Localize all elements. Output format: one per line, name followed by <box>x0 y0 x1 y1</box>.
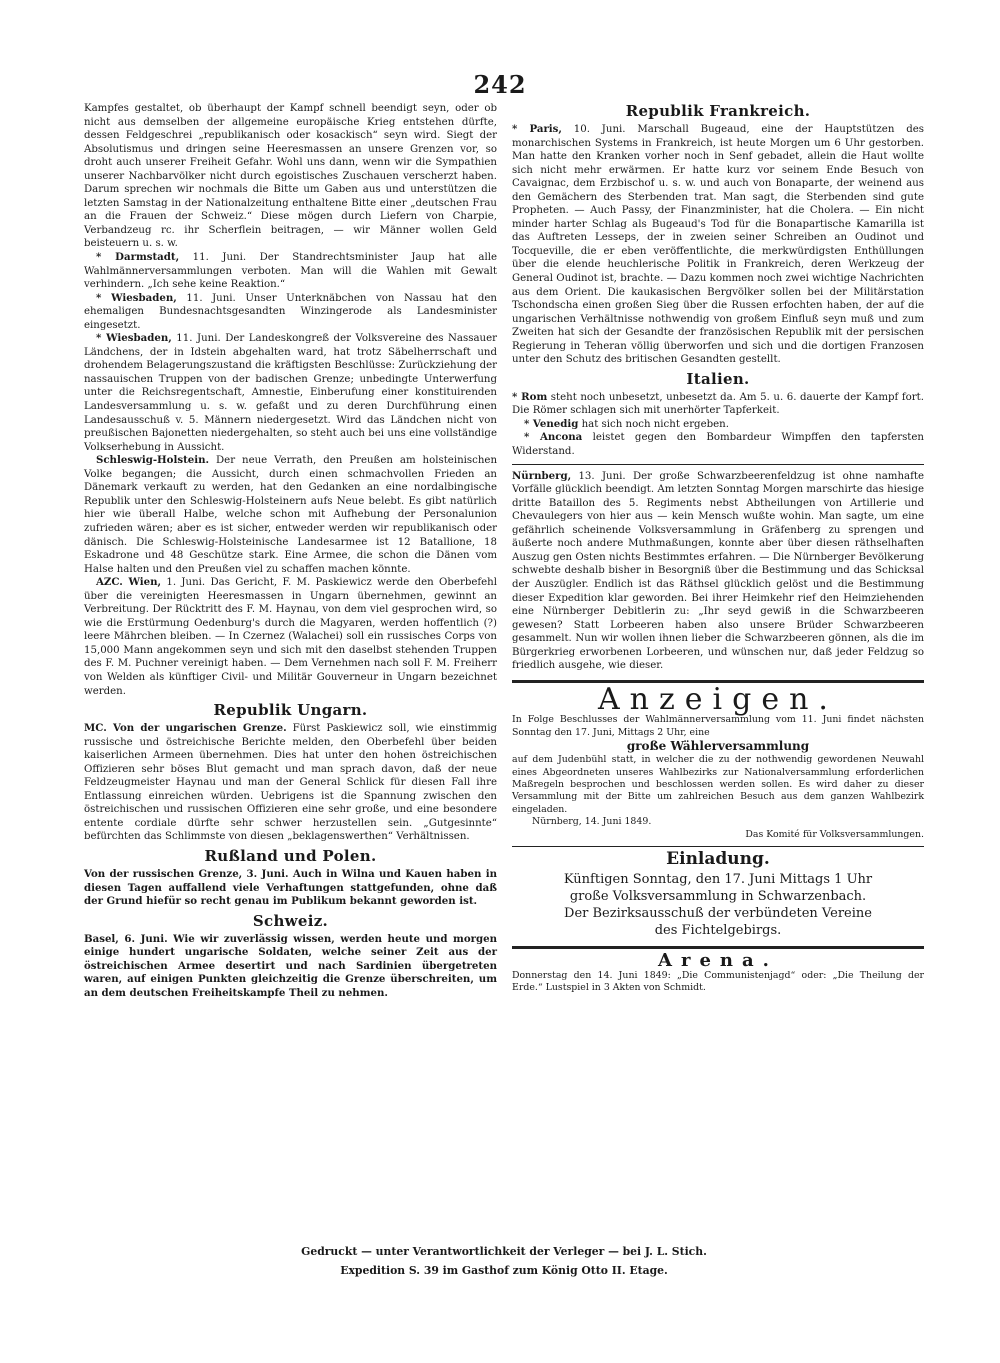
article-ungarn-text: Fürst Paskiewicz soll, wie einstimmig russische und östreichische Berichte melden, den Oberbefehl über beiden kaiserlichen Armeen übernehmen. Dies hat unter den hohen östreichischen Offizieren sehr böses Blut gemacht und man sprach davon, daß der neue Feldzeugmeister Haynau und man der General Schlick für diesen Fall ihre Entlassung einreichen würden. Uebrigens ist die Spannung zwischen den östreichischen und russischen Offizieren eine sehr große, und eine besondere entente cordiale dürfte sehr schwer herzustellen sein. „Gutgesinnte“ befürchten das Schlimmste von diesen „beklagenswerthen“ Verhältnissen. <box>84 723 497 843</box>
invitation-heading: Einladung. <box>666 848 770 869</box>
article-venedig <box>512 418 924 432</box>
advertisements-heading: Anzeigen. <box>598 681 838 717</box>
dateline-wiesbaden-2: * Wiesbaden, <box>96 332 172 345</box>
article-wiesbaden-1 <box>84 292 497 333</box>
arena-text: Donnerstag den 14. Juni 1849: „Die Communistenjagd“ oder: „Die Theilung der Erde.“ Lustspiel in 3 Akten von Schmidt. <box>512 970 924 994</box>
divider <box>512 846 924 847</box>
divider <box>512 946 924 949</box>
article-rom-text: steht noch unbesetzt, unbesetzt da. Am 5. u. 6. dauerte der Kampf fort. Die Römer schlagen sich mit unerhörter Tapferkeit. <box>512 391 924 417</box>
article-wiesbaden-1-text: 11. Juni. Unser Unterknäbchen von Nassau hat den ehemaligen Bundesnachtsgesandten Winzingerode als Landesminister eingesetzt. <box>84 292 497 331</box>
dateline-nuernberg: Nürnberg, <box>512 469 572 482</box>
article-schleswig-text: Der neue Verrath, den Preußen am holsteinischen Volke begangen; die Aussicht, durch einen schmachvollen Frieden an Dänemark verkauft zu werden, hat den Gedanken an eine nordalbingische Republik unter den Schleswig-Holsteinern aufs Neue belebt. Es gibt natürlich hier wie überall Halbe, welche schon mit Aufhebung der Personalunion zufrieden wären; aber es ist sicher, entweder werden wir republikanisch oder dänisch. Die Schleswig-Holsteinische Landesarmee ist 12 Batallione, 18 Eskadrone und 48 Geschütze stark. Eine Armee, die schon die Dänen vom Halse halten und den Preußen viel zu schaffen machen könnte. <box>84 455 497 575</box>
dateline-darmstadt: * Darmstadt, <box>96 251 180 264</box>
dateline-paris: * Paris, <box>512 123 562 135</box>
article-wiesbaden-2-text: 11. Juni. Der Landeskongreß der Volksvereine des Nassauer Ländchens, der in Idstein abgehalten ward, hat trotz Säbelherrschaft und drohendem Belagerungszustand die kräftigsten Beschlüsse: Zurückziehung der nassauischen Truppen von der badischen Grenze; unbedingte Unterwerfung unter die Reichsregentschaft, Amnestie, Einberufung einer konstituirenden Landesversammlung u. s. w. gefaßt und zu deren Durchführung einen Landesausschuß v. 5. Männern niedergesetzt. Wird das Ländchen nicht von preußischen Bajonetten niedergehalten, so steht auch bei uns eine vollständige Volkserhebung in Aussicht. <box>84 333 497 453</box>
ad-meeting-date: Nürnberg, 14. Juni 1849. <box>532 816 652 828</box>
article-wiesbaden-2 <box>84 332 497 454</box>
dateline-venedig: * Venedig <box>524 417 579 430</box>
dateline-schleswig: Schleswig-Holstein. <box>96 454 210 467</box>
page-number: 242 <box>473 70 527 99</box>
section-heading-schweiz: Schweiz. <box>252 911 329 930</box>
article-rom <box>512 391 924 418</box>
dateline-ungarn: MC. Von der ungarischen Grenze. <box>84 722 287 735</box>
dateline-wien: AZC. Wien, <box>96 576 162 589</box>
arena-heading: Arena. <box>658 949 778 971</box>
invitation-line-2: große Volksversammlung in Schwarzenbach. <box>569 888 867 904</box>
section-heading-frankreich: Republik Frankreich. <box>625 102 811 120</box>
article-nuernberg <box>512 470 924 673</box>
article-wien <box>84 576 497 698</box>
ad-meeting-title: große Wählerversammlung <box>626 739 810 754</box>
article-darmstadt <box>84 251 497 292</box>
ad-meeting-text: auf dem Judenbühl statt, in welcher die zu der nothwendig gewordenen Neuwahl eines Abgeordneten unseres Wahlbezirks zur Nationalversammlung erforderlichen Maßregeln besprochen und beschlossen werden sollen. Es wird daher zu dieser Versammlung mit der Bitte um zahlreichen Besuch aus dem ganzen Wahlbezirk eingeladen. <box>512 754 924 815</box>
ad-meeting-signature: Das Komité für Volksversammlungen. <box>745 828 924 840</box>
right-column <box>512 102 924 995</box>
article-venedig-text: hat sich noch nicht ergeben. <box>578 418 729 430</box>
dateline-basel: Basel, <box>84 932 119 945</box>
article-basel <box>84 933 497 1001</box>
dateline-rom: * Rom <box>512 390 548 403</box>
article-ancona-text: leistet gegen den Bombardeur Wimpffen den tapfersten Widerstand. <box>512 432 924 458</box>
section-heading-russland: Rußland und Polen. <box>204 846 377 865</box>
article-wien-text: 1. Juni. Das Gericht, F. M. Paskiewicz werde den Oberbefehl über die vereinigten Heeresmassen in Ungarn übernehmen, gewinnt an Verbreitung. Der Rücktritt des F. M. Haynau, von dem viel gesprochen wird, so wie die Erstürmung Oedenburg's durch die Magyaren, werden hoffentlich (?) leere Mährchen bleiben. — In Czernez (Walachei) soll ein russisches Corps von 15,000 Mann angekommen seyn und sich mit den daselbst stehenden Truppen des F. M. Puchner vereinigt haben. — Dem Vernehmen nach soll F. M. Freiherr von Welden als künftiger Civil- und Militär Gouverneur in Ungarn bezeichnet werden. <box>84 577 497 697</box>
section-heading-italien: Italien. <box>686 369 750 388</box>
article-russland <box>84 868 497 909</box>
article-basel-text: 6. Juni. Wie wir zuverlässig wissen, werden heute und morgen einige hundert ungarische Soldaten, welche seiner Zeit aus der östreichischen Armee desertirt und nach Sardinien übergetreten waren, auf einigen Punkten gleichzeitig die Grenze überschreiten, um an dem deutschen Freiheitskampfe Theil zu nehmen. <box>84 932 497 999</box>
imprint-printer: Gedruckt — unter Verantwortlichkeit der Verleger — bei J. L. Stich. <box>301 1245 707 1258</box>
article-ancona <box>512 431 924 458</box>
invitation-line-1: Künftigen Sonntag, den 17. Juni Mittags 1 Uhr <box>563 871 873 887</box>
article-paris-text: 10. Juni. Marschall Bugeaud, eine der Hauptstützen des monarchischen Systems in Frankreich, ist heute Morgen um 6 Uhr gestorben. Man hatte den Kranken vorher noch in Senf gebadet, allein die Haut wollte sich nicht mehr erwärmen. Er hatte kurz vor seinem Ende Besuch von Cavaignac, dem Erzbischof u. s. w. und auch von Bonaparte, der weinend aus den Gemächern des Sterbenden trat. Man sagt, die Sterbenden sind gute Propheten. — Auch Passy, der Finanzminister, hat die Cholera. — Ein nicht minder harter Schlag als Bugeaud's Tod für die Bonapartische Kamarilla ist das Auftreten Lesseps, der in zweien seiner Schreiben an Oudinot und Tocqueville, die er eben veröffentlichte, die merkwürdigsten Enthüllungen über die elende heuchlerische Politik in Frankreich, deren Werkzeug der General Oudinot ist, brachte. — Dazu kommen noch zwei wichtige Nachrichten aus dem Orient. Die kaukasischen Bergvölker sollen bei der Militärstation Tschondscha einen großen Sieg über die Russen erfochten haben, der auf die ungarischen Verhältnisse nothwendig von großem Einfluß seyn muß und zum Zweiten hat sich der Gesandte der französischen Republik mit der persischen Regierung in Teheran völlig überworfen und sich und die dortigen Franzosen unter den Schutz des britischen Gesandten gestellt. <box>512 124 924 366</box>
intro-paragraph: Kampfes gestaltet, ob überhaupt der Kampf schnell beendigt seyn, oder ob nicht aus demselben der allgemeine europäische Krieg entstehen dürfte, dessen Feldgeschrei „republikanisch oder kosackisch“ seyn wird. Siegt der Absolutismus und dringen seine Heeresmassen an unsere Grenzen vor, so droht auch unserer Freiheit Gefahr. Wohl uns dann, wenn wir die Sympathien unserer Nachbarvölker nicht durch egoistisches Zuschauen verscherzt haben. Darum sprechen wir nochmals die Bitte um Gaben aus und unterstützen die letzten Samstag in der Nationalzeitung enthaltene Bitte einer „deutschen Frau an die Frauen der Schweiz.“ Diese mögen durch Liefern von Charpie, Verbandzeug rc. ihr Scherflein beitragen, — wir Männer wollen Geld beisteuern u. s. w. <box>84 103 497 250</box>
article-russland-text: 3. Juni. Auch in Wilna und Kauen haben in diesen Tagen auffallend viele Verhaftungen stattgefunden, ohne daß der Grund hiefür so recht genau im Publikum bekannt geworden ist. <box>84 867 497 908</box>
dateline-russland: Von der russischen Grenze, <box>84 867 243 880</box>
left-column <box>84 102 497 1000</box>
article-darmstadt-text: 11. Juni. Der Standrechtsminister Jaup hat alle Wahlmännerversammlungen verboten. Man will die Wahlen mit Gewalt verhindern. „Ich sehe keine Reaktion.“ <box>84 252 498 291</box>
invitation-line-4: des Fichtelgebirgs. <box>654 922 782 938</box>
dateline-ancona: * Ancona <box>524 431 583 444</box>
divider <box>512 464 924 465</box>
article-nuernberg-text: 13. Juni. Der große Schwarzbeerenfeldzug ist ohne namhafte Vorfälle glücklich beendigt. Am letzten Sonntag Morgen marschirte das hiesige dritte Bataillon des 5. Regiments nebst Abtheilungen von Artillerie und Chevaulegers von hier aus — kein Mensch wußte wohin. Man sagte, um eine gefährlich scheinende Volksversammlung in Gräfenberg zu sprengen und äußerte noch andere Muthmaßungen, konnte aber über diesen räthselhaften Auszug gen Osten nichts Bestimmtes erfahren. — Die Nürnberger Bevölkerung schwebte deshalb bisher in Besorgniß über die Bestimmung und das Schicksal der Auszügler. Endlich ist das Räthsel glücklich gelöst und die Bestimmung dieser Expedition klar geworden. Bei ihrer Heimkehr rief den Heimziehenden eine Nürnberger Debitlerin zu: „Ihr seyd gewiß in die Schwarzbeeren gewesen? Statt Lorbeeren haben also unsere Brüder Schwarzbeeren gesammelt. Nun wir wollen ihnen lieber die Schwarzbeeren gönnen, als die im Bürgerkrieg erworbenen Lorbeeren, und wünschen nur, daß jeder Feldzug so friedlich ausgehe, wie dieser. <box>512 470 924 672</box>
section-heading-ungarn: Republik Ungarn. <box>213 701 368 720</box>
article-ungarn <box>84 722 497 844</box>
dateline-wiesbaden-1: * Wiesbaden, <box>96 291 177 304</box>
imprint-expedition: Expedition S. 39 im Gasthof zum König Otto II. Etage. <box>340 1264 668 1277</box>
invitation-line-3: Der Bezirksausschuß der verbündeten Vereine <box>564 905 872 921</box>
article-schleswig <box>84 454 497 576</box>
ad-meeting-intro: In Folge Beschlusses der Wahlmännerversammlung vom 11. Juni findet nächsten Sonntag den 17. Juni, Mittags 2 Uhr, eine <box>512 714 924 738</box>
article-paris <box>512 123 924 367</box>
